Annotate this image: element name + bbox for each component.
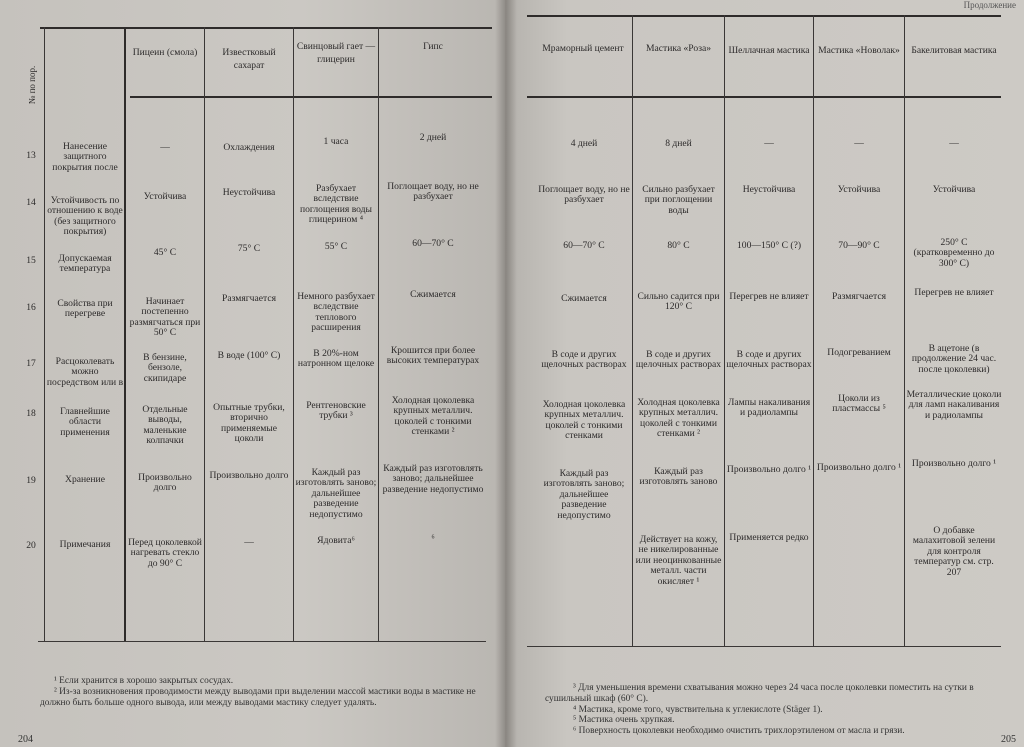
table-cell: В ацетоне (в продолжение 24 час. после цоколевки): [911, 343, 997, 375]
table-cell: Размягчается: [222, 293, 276, 304]
table-cell: Действует на кожу, не никелированные или неоцинкованные металл. части окисляет ¹: [635, 534, 722, 587]
row-label: Хранение: [65, 474, 105, 485]
col-header: Мраморный цемент: [542, 43, 624, 54]
table-cell: Устойчива: [932, 184, 976, 195]
table-cell: Холодная цоколевка крупных металлич. цоколей с тонкими стенками ²: [391, 395, 475, 438]
col-rule: [813, 15, 814, 646]
row-label: Свойства при перегреве: [57, 298, 113, 320]
table-cell: 60—70° С: [563, 240, 605, 251]
table-cell: Произвольно долго: [138, 472, 192, 494]
col-header: Мастика «Новолак»: [818, 45, 900, 56]
row-number: 16: [26, 302, 36, 313]
table-cell: В соде и других щелочных растворах: [635, 349, 722, 371]
table-cell: Неустойчива: [742, 184, 796, 195]
table-cell: Немного разбухает вследствие теплового расширения: [297, 291, 375, 334]
table-cell: Отдельные выводы, маленькие колпачки: [142, 404, 188, 447]
table-cell: Начинает постепенно размягчаться при 50° С: [129, 296, 201, 339]
col-header: Гипс: [423, 41, 443, 52]
table-cell: Сжимается: [561, 293, 607, 304]
table-cell: Перегрев не влияет: [729, 291, 809, 302]
header-bottom-rule: [130, 96, 492, 98]
rownum-header: № по пор.: [27, 65, 37, 105]
col-header: Шеллачная мастика: [728, 45, 810, 56]
table-cell: Металлические цоколи для ламп накаливания и радиолампы: [906, 389, 1002, 421]
header-bottom-rule: [527, 96, 1001, 98]
table-cell: Цоколи из пластмассы ⁵: [832, 393, 886, 415]
row-label: Устойчивость по отношению к воде (без защитного покрытия): [47, 195, 123, 238]
col-rule: [204, 27, 205, 641]
row-number: 14: [26, 197, 36, 208]
table-cell: Каждый раз изготовлять заново; дальнейшее разведение недопустимо: [543, 468, 625, 521]
table-cell: 80° С: [667, 240, 690, 251]
row-label: Нанесение защитного покрытия после: [52, 141, 118, 173]
table-cell: Устойчива: [143, 191, 187, 202]
col-header: Свинцовый гает — глицерин: [296, 41, 376, 65]
row-label: Примечания: [59, 539, 111, 550]
table-cell: 100—150° С (?): [736, 240, 802, 251]
table-cell: 2 дней: [419, 132, 447, 143]
table-cell: 55° С: [324, 241, 348, 252]
col-rule: [724, 15, 725, 646]
table-cell: 60—70° С: [412, 238, 454, 249]
table-cell: Перегрев не влияет: [914, 287, 994, 298]
table-cell: Крошится при более высоких температурах: [386, 345, 480, 367]
col-rule: [632, 15, 633, 646]
continuation-label: Продолжение: [963, 0, 1016, 10]
table-bottom-rule: [38, 641, 486, 642]
table-bottom-rule: [527, 646, 1001, 647]
table-top-rule: [527, 15, 1001, 17]
left-page: [0, 0, 505, 747]
table-cell: ⁶: [431, 533, 435, 544]
table-cell: 1 часа: [323, 136, 349, 147]
table-cell: Произвольно долго ¹: [816, 462, 902, 473]
table-cell: Неустойчива: [222, 187, 276, 198]
table-cell: Перед цоколевкой нагревать стекло до 90° С: [128, 537, 202, 569]
row-label: Допускаемая температура: [58, 253, 112, 275]
table-top-rule: [40, 27, 492, 29]
table-cell: —: [764, 138, 774, 149]
table-cell: 70—90° С: [838, 240, 880, 251]
table-cell: Поглощает воду, но не разбухает: [538, 184, 630, 206]
row-label: Главнейшие области применения: [60, 406, 110, 438]
table-cell: Ядовита⁶: [317, 535, 355, 546]
table-cell: 250° С (кратковременно до 300° С): [913, 237, 995, 269]
table-cell: Опытные трубки, вторично применяемые цоколи: [213, 402, 285, 445]
table-cell: Охлаждения: [223, 142, 275, 153]
table-cell: Разбухает вследствие поглощения воды глицерином ⁴: [300, 183, 372, 226]
table-cell: —: [244, 537, 254, 548]
table-cell: 4 дней: [570, 138, 598, 149]
table-cell: В воде (100° С): [217, 350, 281, 361]
table-cell: Произвольно долго ¹: [911, 458, 997, 469]
table-cell: Применяется редко: [729, 532, 809, 543]
footnote: ¹ Если хранится в хорошо закрытых сосудах. ² Из-за возникновения проводимости между выводами при выделении массой мастики воды в мастике не должно быть больше одного вывода, или между выводами мастику следует удалять.: [40, 676, 476, 708]
table-cell: Сильно садится при 120° С: [637, 291, 720, 313]
table-cell: Произвольно долго: [209, 470, 289, 481]
table-cell: Холодная цоколевка крупных металлич. цоколей с тонкими стенками: [542, 399, 626, 442]
table-cell: В соде и других щелочных растворах: [726, 349, 812, 371]
table-cell: 8 дней: [665, 138, 692, 149]
table-cell: Подогреванием: [827, 347, 891, 358]
table-cell: Сжимается: [410, 289, 456, 300]
table-cell: Рентгеновские трубки ³: [306, 400, 366, 422]
table-cell: Размягчается: [832, 291, 886, 302]
col-rule: [378, 27, 379, 641]
col-rule: [904, 15, 905, 646]
page-number: 205: [1001, 734, 1016, 745]
row-number: 18: [26, 408, 36, 419]
table-cell: —: [854, 138, 864, 149]
row-label: Расцоколевать можно посредством или в: [46, 356, 124, 388]
table-cell: О добавке малахитовой зелени для контроля температур см. стр. 207: [912, 525, 996, 578]
page-number: 204: [18, 734, 33, 745]
footnote: ³ Для уменьшения времени схватывания можно через 24 часа после цоколевки поместить на сутки в сушильный шкаф (60° С). ⁴ Мастика, кроме того, чувствительна к углекислоте (Stäger 1). ⁵ Мастика очень хрупкая. ⁶ Поверхность цоколевки необходимо очистить трихлорэтиленом от масла и грязи.: [545, 683, 974, 737]
row-number: 19: [26, 475, 36, 486]
col-header: Известковый сахарат: [222, 47, 276, 71]
table-cell: В 20%-ном натронном щелоке: [297, 348, 375, 370]
table-cell: —: [160, 142, 170, 153]
right-page: [505, 0, 1024, 747]
table-cell: Лампы накаливания и радиолампы: [727, 397, 811, 419]
book-gutter: [495, 0, 517, 747]
table-cell: В соде и других щелочных растворах: [541, 349, 627, 371]
table-cell: —: [949, 138, 959, 149]
table-cell: Каждый раз изготовлять заново; дальнейшее разведение недопустимо: [382, 463, 484, 495]
table-cell: 45° С: [153, 247, 177, 258]
table-cell: Каждый раз изготовлять заново: [639, 466, 718, 488]
table-cell: 75° С: [237, 243, 261, 254]
col-header: Мастика «Роза»: [645, 43, 712, 54]
col-header: Бакелитовая мастика: [911, 45, 997, 56]
table-cell: Холодная цоколевка крупных металлич. цоколей с тонкими стенками ²: [637, 397, 720, 440]
row-number: 15: [26, 255, 36, 266]
table-cell: Каждый раз изготовлять заново; дальнейшее разведение недопустимо: [295, 467, 377, 520]
table-cell: Сильно разбухает при поглощении воды: [642, 184, 715, 216]
table-cell: Поглощает воду, но не разбухает: [387, 181, 479, 203]
table-cell: В бензине, бензоле, скипидаре: [143, 352, 187, 384]
row-number: 17: [26, 358, 36, 369]
col-header: Пицеин (смола): [132, 47, 198, 58]
table-cell: Произвольно долго ¹: [726, 464, 812, 475]
row-number: 13: [26, 150, 36, 161]
table-cell: Устойчива: [837, 184, 881, 195]
col-rule: [44, 27, 45, 641]
row-number: 20: [26, 540, 36, 551]
col-rule: [293, 27, 294, 641]
